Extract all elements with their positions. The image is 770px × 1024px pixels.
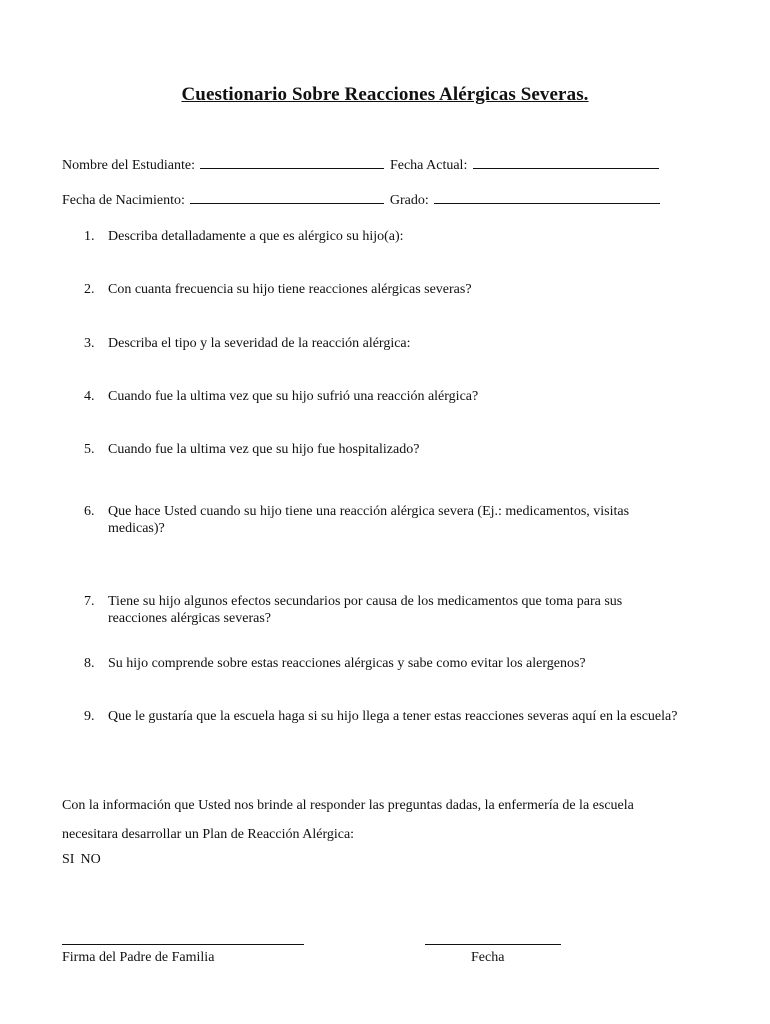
- plan-options: [62, 852, 107, 868]
- question-text: Describa detalladamente a que es alérgico su hijo(a):: [108, 229, 404, 244]
- question-number: 4.: [84, 389, 95, 404]
- grade-field[interactable]: [434, 191, 660, 204]
- birth-date-label: Fecha de Nacimiento:: [62, 193, 185, 208]
- question-number: 1.: [84, 229, 95, 244]
- question-item: [84, 593, 684, 627]
- closing-line-1: Con la información que Usted nos brinde al responder las preguntas dadas, la enfermería de la escuela: [62, 798, 634, 813]
- question-number: 7.: [84, 594, 95, 609]
- question-number: 5.: [84, 442, 95, 457]
- question-item: [84, 281, 684, 298]
- current-date-label: Fecha Actual:: [389, 158, 468, 173]
- option-no[interactable]: NO: [80, 852, 101, 867]
- parent-signature-line[interactable]: [62, 944, 304, 945]
- question-text: Tiene su hijo algunos efectos secundarios por causa de los medicamentos que toma para sus reacciones alérgicas severas?: [108, 594, 623, 626]
- question-number: 3.: [84, 336, 95, 351]
- birth-grade-row: [62, 191, 662, 209]
- question-text: Su hijo comprende sobre estas reacciones alérgicas y sabe como evitar los alergenos?: [108, 656, 586, 671]
- date-signature-line[interactable]: [425, 944, 561, 945]
- question-text: Describa el tipo y la severidad de la reacción alérgica:: [108, 336, 411, 351]
- question-item: [84, 503, 684, 537]
- question-item: [84, 228, 684, 245]
- question-number: 9.: [84, 709, 95, 724]
- question-text: Que le gustaría que la escuela haga si su hijo llega a tener estas reacciones severas aquí en la escuela?: [108, 709, 678, 724]
- closing-line-2: necesitara desarrollar un Plan de Reacción Alérgica:: [62, 827, 355, 842]
- grade-label: Grado:: [389, 193, 429, 208]
- question-text: Con cuanta frecuencia su hijo tiene reacciones alérgicas severas?: [108, 282, 472, 297]
- student-name-field[interactable]: [200, 156, 384, 169]
- student-name-label: Nombre del Estudiante:: [62, 158, 195, 173]
- question-item: [84, 388, 684, 405]
- question-item: [84, 655, 684, 672]
- birth-date-field[interactable]: [190, 191, 384, 204]
- parent-signature-label: Firma del Padre de Familia: [62, 950, 215, 965]
- page-title: Cuestionario Sobre Reacciones Alérgicas Severas.: [181, 84, 589, 105]
- question-item: [84, 335, 684, 352]
- question-text: Que hace Usted cuando su hijo tiene una reacción alérgica severa (Ej.: medicamentos, visitas medicas)?: [108, 504, 630, 536]
- question-text: Cuando fue la ultima vez que su hijo fue hospitalizado?: [108, 442, 420, 457]
- student-info-row: [62, 156, 661, 174]
- question-text: Cuando fue la ultima vez que su hijo sufrió una reacción alérgica?: [108, 389, 479, 404]
- option-yes[interactable]: SI: [62, 852, 75, 867]
- question-item: [84, 441, 684, 458]
- question-number: 2.: [84, 282, 95, 297]
- question-number: 8.: [84, 656, 95, 671]
- question-number: 6.: [84, 504, 95, 519]
- question-item: [84, 708, 684, 725]
- current-date-field[interactable]: [473, 156, 659, 169]
- date-signature-label: Fecha: [471, 950, 505, 965]
